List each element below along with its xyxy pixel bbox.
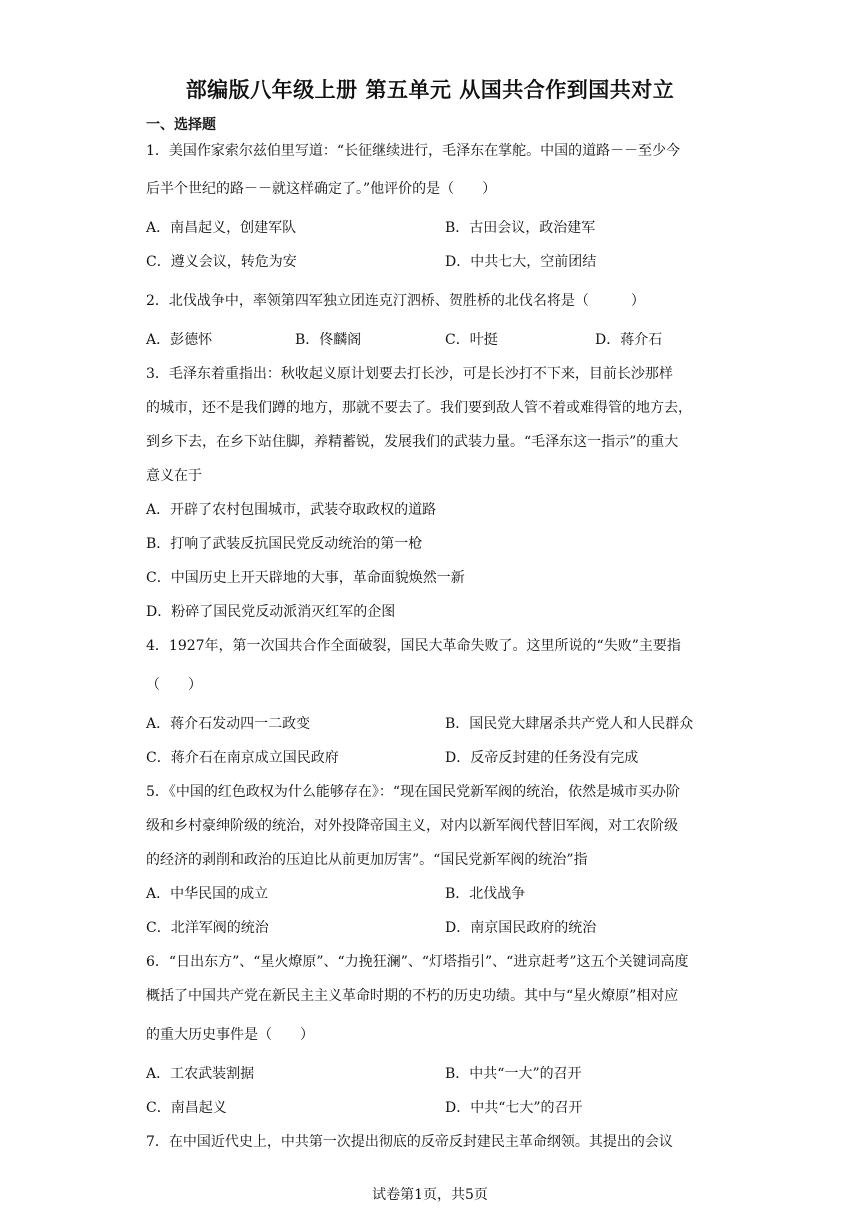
- question-6-option-b: B．中共“一大”的召开: [445, 1066, 582, 1082]
- question-4-line-1: 4．1927年，第一次国共合作全面破裂，国民大革命失败了。这里所说的“失败”主要指: [146, 638, 681, 654]
- question-2-option-b: B．佟麟阁: [295, 332, 362, 348]
- question-3-line-4: 意义在于: [146, 468, 202, 484]
- page-title: 部编版八年级上册 第五单元 从国共合作到国共对立: [185, 78, 675, 102]
- question-3-option-d: D．粉碎了国民党反动派消灭红军的企图: [146, 604, 396, 620]
- question-3-option-b: B．打响了武装反抗国民党反动统治的第一枪: [146, 536, 423, 552]
- section-heading: 一、选择题: [146, 117, 216, 133]
- question-5-option-a: A．中华民国的成立: [146, 886, 269, 902]
- question-5-option-d: D．南京国民政府的统治: [445, 920, 597, 936]
- question-4-option-c: C．蒋介石在南京成立国民政府: [146, 750, 339, 766]
- question-6-line-2: 概括了中国共产党在新民主主义革命时期的不朽的历史功绩。其中与“星火燎原”相对应: [146, 988, 679, 1004]
- question-1-option-b: B．古田会议，政治建军: [445, 220, 596, 236]
- question-5-line-2: 级和乡村豪绅阶级的统治，对外投降帝国主义，对内以新军阀代替旧军阀，对工农阶级: [146, 818, 678, 834]
- question-6-option-d: D．中共“七大”的召开: [445, 1100, 583, 1116]
- question-4-option-a: A．蒋介石发动四一二政变: [146, 716, 311, 732]
- question-5-line-3: 的经济的剥削和政治的压迫比从前更加厉害”。“国民党新军阀的统治”指: [146, 852, 588, 868]
- question-3-line-2: 的城市，还不是我们蹲的地方，那就不要去了。我们要到敌人管不着或难得管的地方去，: [146, 400, 692, 416]
- question-6-line-1: 6．“日出东方”、“星火燎原”、“力挽狂澜”、“灯塔指引”、“进京赶考”这五个关键词高度: [146, 954, 689, 970]
- question-3-line-3: 到乡下去，在乡下站住脚，养精蓄锐，发展我们的武装力量。“毛泽东这一指示”的重大: [146, 434, 679, 450]
- question-3-option-c: C．中国历史上开天辟地的大事，革命面貌焕然一新: [146, 570, 465, 586]
- question-6-option-a: A．工农武装割据: [146, 1066, 255, 1082]
- question-2-line-1: 2．北伐战争中，率领第四军独立团连克汀泗桥、贺胜桥的北伐名将是（ ）: [146, 293, 645, 309]
- question-4-line-2: （ ）: [146, 677, 202, 693]
- question-1-option-d: D．中共七大，空前团结: [445, 254, 597, 270]
- question-1-line-2: 后半个世纪的路－－就这样确定了。”他评价的是（ ）: [146, 181, 497, 197]
- question-5-option-b: B．北伐战争: [445, 886, 526, 902]
- question-2-option-a: A．彭德怀: [146, 332, 213, 348]
- question-5-line-1: 5．《中国的红色政权为什么能够存在》：“现在国民党新军阀的统治，依然是城市买办阶: [146, 784, 681, 800]
- question-3-option-a: A．开辟了农村包围城市，武装夺取政权的道路: [146, 502, 437, 518]
- question-6-line-3: 的重大历史事件是（ ）: [146, 1027, 314, 1043]
- question-2-option-c: C．叶挺: [445, 332, 498, 348]
- question-4-option-d: D．反帝反封建的任务没有完成: [445, 750, 639, 766]
- question-5-option-c: C．北洋军阀的统治: [146, 920, 269, 936]
- question-6-option-c: C．南昌起义: [146, 1100, 227, 1116]
- question-3-line-1: 3．毛泽东着重指出：秋收起义原计划要去打长沙，可是长沙打不下来，目前长沙那样: [146, 366, 673, 382]
- question-1-option-c: C．遵义会议，转危为安: [146, 254, 297, 270]
- question-2-option-d: D．蒋介石: [595, 332, 663, 348]
- question-4-option-b: B．国民党大肆屠杀共产党人和人民群众: [445, 716, 694, 732]
- page-footer: 试卷第1页，共5页: [372, 1187, 488, 1203]
- question-1-option-a: A．南昌起义，创建军队: [146, 220, 297, 236]
- question-1-line-1: 1．美国作家索尔兹伯里写道：“长征继续进行，毛泽东在掌舵。中国的道路－－至少今: [146, 143, 681, 159]
- question-7-line-1: 7．在中国近代史上，中共第一次提出彻底的反帝反封建民主革命纲领。其提出的会议: [146, 1134, 673, 1150]
